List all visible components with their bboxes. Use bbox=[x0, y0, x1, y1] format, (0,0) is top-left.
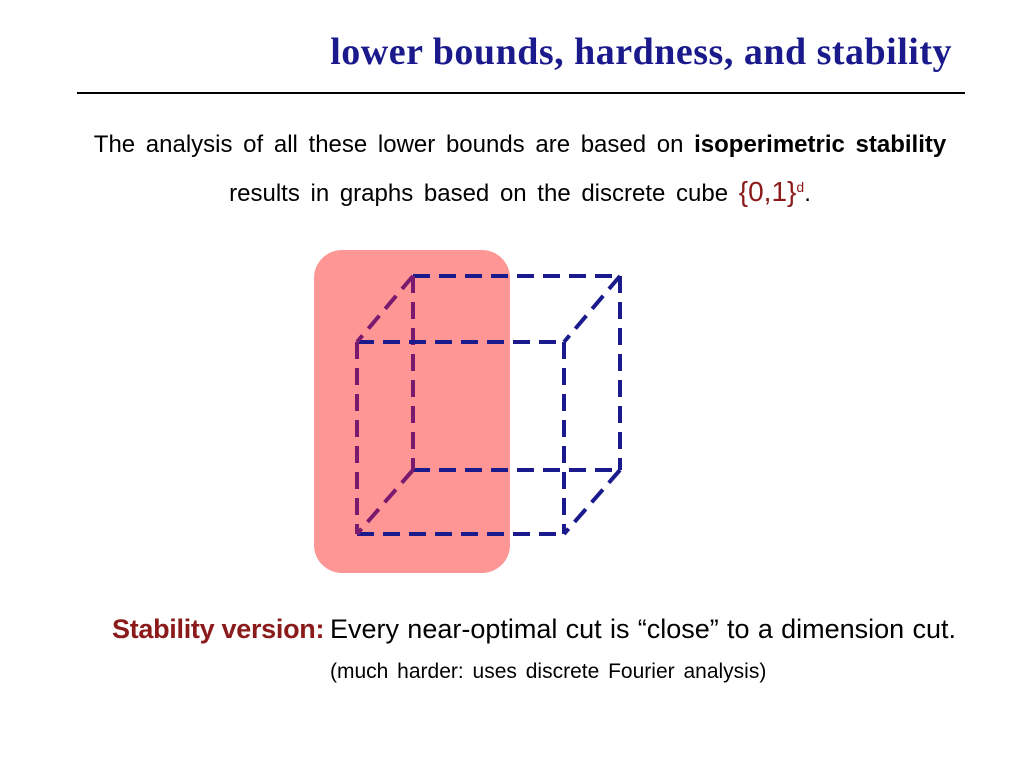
dimension-exponent: d bbox=[796, 179, 805, 195]
isoperimetric-stability-term: isoperimetric stability bbox=[694, 131, 947, 158]
intro-line-1-text: The analysis of all these lower bounds are based on bbox=[93, 131, 695, 158]
intro-line-2 bbox=[90, 166, 950, 215]
intro-paragraph bbox=[90, 124, 950, 215]
intro-line-1 bbox=[90, 124, 950, 166]
stability-version-label: Stability version: bbox=[112, 614, 325, 644]
intro-line-2-end: . bbox=[804, 180, 811, 207]
slide-title: lower bounds, hardness, and stability bbox=[330, 31, 952, 73]
title-divider bbox=[77, 92, 965, 94]
stability-note: (much harder: uses discrete Fourier analysis) bbox=[330, 660, 767, 683]
cube-diagram bbox=[300, 240, 640, 585]
cube-edge-connect-top-right bbox=[564, 276, 620, 342]
stability-statement: Every near-optimal cut is “close” to a dimension cut. bbox=[330, 614, 956, 644]
cube-edge-connect-bottom-right bbox=[564, 470, 620, 534]
discrete-cube-notation: {0,1} bbox=[738, 176, 797, 207]
intro-line-2-text: results in graphs based on the discrete cube bbox=[229, 180, 739, 207]
